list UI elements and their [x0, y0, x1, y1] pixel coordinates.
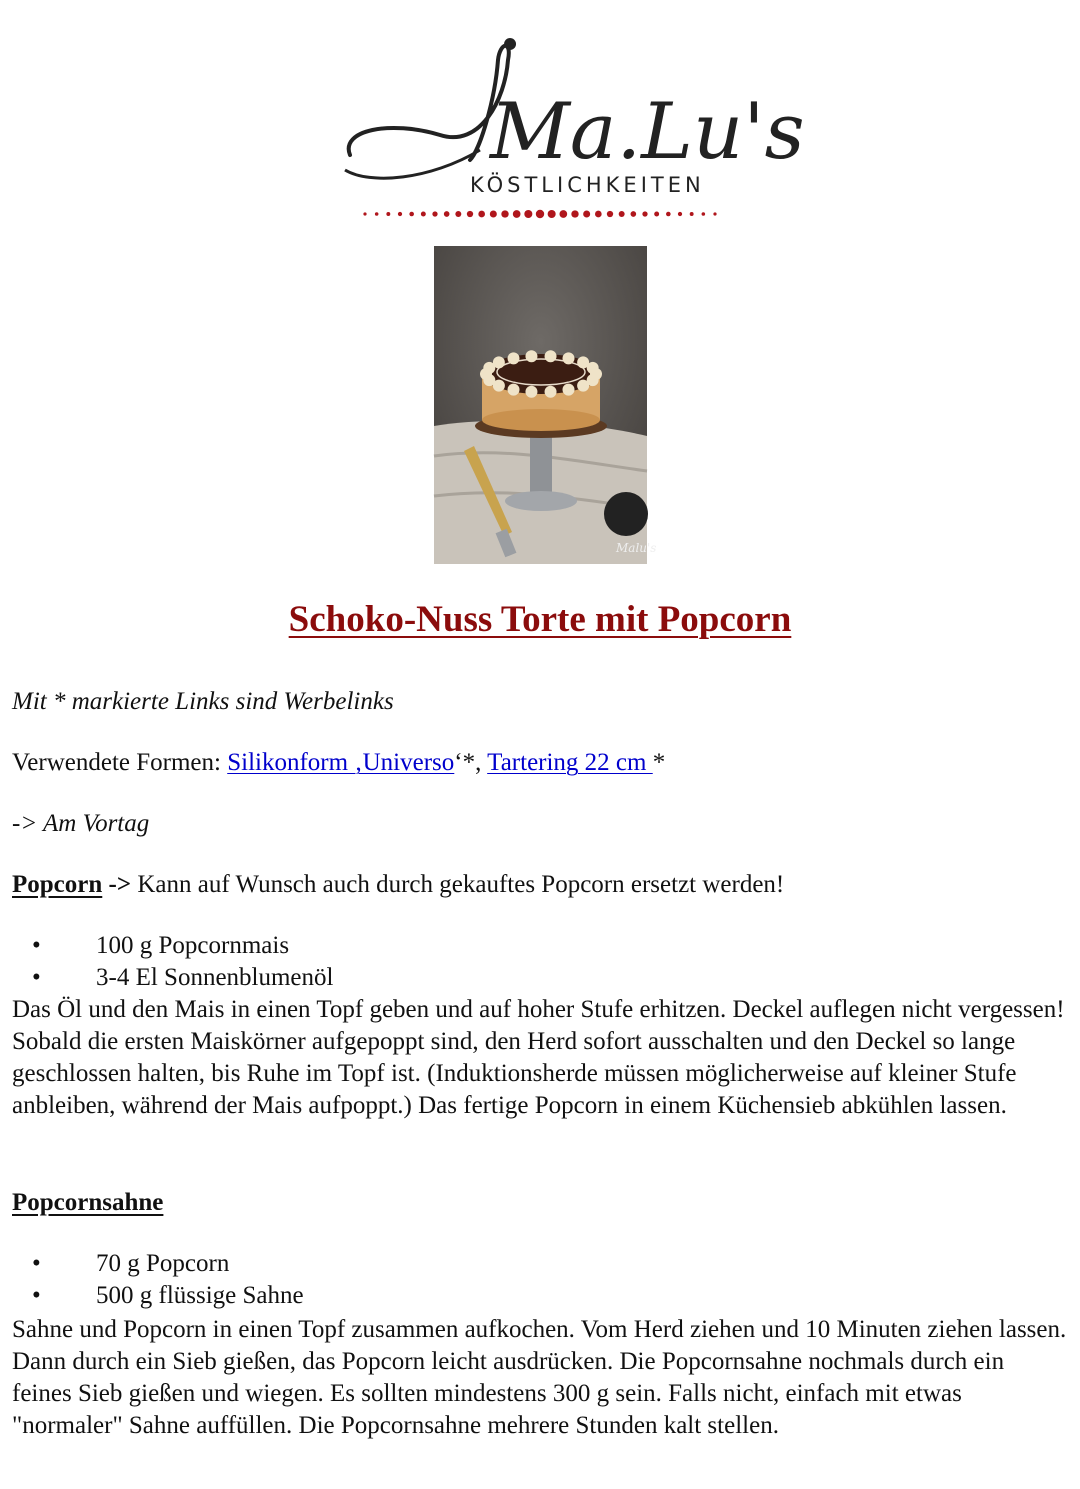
logo-dot: [513, 210, 521, 218]
popcorn-piece: [508, 352, 520, 364]
popcorn-piece: [563, 352, 575, 364]
popcorn-note: Kann auf Wunsch auch durch gekauftes Popcorn ersetzt werden!: [131, 871, 785, 898]
logo-dot: [398, 212, 402, 216]
tartering-link[interactable]: Tartering 22 cm: [487, 749, 653, 776]
logo-dot-row: [363, 210, 716, 218]
logo-dot: [595, 211, 602, 218]
popcorn-piece: [493, 356, 505, 368]
logo-dot: [607, 211, 613, 217]
popcorn-piece: [577, 380, 589, 392]
popcorn-piece: [508, 384, 520, 396]
logo-dot: [631, 211, 637, 217]
popcornsahne-instructions: Sahne und Popcorn in einen Topf zusammen aufkochen. Vom Herd ziehen und 10 Minuten ziehen lassen. Dann durch ein Sieb gießen, das Popcorn leicht ausdrücken. Die Popcornsahne nochmals durch ein feines Sieb gießen und wiegen. Es sollten mindestens 300 g sein. Falls nicht, einfach mit etwas "normaler" Sahne auffüllen. Die Popcornsahne mehrere Stunden kalt stellen.: [12, 1316, 1067, 1439]
forms-separator: ‘*,: [454, 749, 488, 776]
list-item: • 70 g Popcorn: [32, 1248, 229, 1280]
logo-dot: [654, 212, 659, 217]
logo-dot: [713, 212, 716, 215]
logo-dot: [490, 210, 497, 217]
logo-dot: [702, 212, 706, 216]
photo-watermark: Malu's: [616, 541, 657, 555]
logo-dot: [678, 212, 682, 216]
logo-dot: [642, 211, 647, 216]
logo-dot: [690, 212, 694, 216]
list-item: • 3-4 El Sonnenblumenöl: [32, 962, 333, 994]
vortag-note: -> Am Vortag: [12, 810, 150, 837]
logo-dot: [444, 211, 450, 217]
popcorn-heading-line: [12, 869, 784, 901]
affiliate-disclaimer: Mit * markierte Links sind Werbelinks: [12, 688, 394, 715]
logo-dot: [386, 212, 390, 216]
logo-dot: [583, 210, 590, 217]
logo-dot: [421, 212, 426, 217]
logo-dot: [467, 211, 473, 217]
bullet-icon: •: [32, 932, 41, 959]
logo-dot: [559, 210, 567, 218]
logo-dot: [363, 212, 366, 215]
popcorn-piece: [563, 384, 575, 396]
popcorn-arrow: ->: [102, 871, 132, 898]
bullet-icon: •: [32, 1282, 41, 1309]
popcorn-piece: [545, 386, 557, 398]
logo-dot: [375, 212, 379, 216]
cake-photo: [434, 246, 657, 564]
forms-label: Verwendete Formen:: [12, 749, 228, 776]
brand-logo: [330, 40, 805, 225]
bullet-icon: •: [32, 1250, 41, 1277]
logo-dot: [548, 210, 556, 218]
logo-dot: [666, 212, 671, 217]
page-title: Schoko-Nuss Torte mit Popcorn: [288, 599, 792, 640]
forms-tail: *: [652, 749, 666, 776]
popcorn-heading: Popcorn: [12, 871, 103, 898]
popcorn-piece: [587, 362, 599, 374]
popcorn-instructions: Das Öl und den Mais in einen Topf geben und auf hoher Stufe erhitzen. Deckel auflegen nicht vergessen! Sobald die ersten Maiskörner aufgepoppt sind, den Herd sofort ausschalten und den Deckel so lange geschlossen halten, bis Ruhe im Topf ist. (Induktionsherde müssen möglicherweise auf kleiner Stufe anbleiben, während der Mais aufpoppt.) Das fertige Popcorn in einem Küchensieb abkühlen lassen.: [12, 996, 1065, 1119]
popcorn-piece: [525, 386, 537, 398]
bullet-icon: •: [32, 964, 41, 991]
logo-dot: [571, 210, 578, 217]
logo-dot: [619, 211, 625, 217]
logo-dot: [524, 210, 532, 218]
list-item: • 500 g flüssige Sahne: [32, 1280, 304, 1312]
logo-dot: [478, 211, 485, 218]
popcorn-piece: [545, 350, 557, 362]
logo-script-text: Ma.Lu's: [490, 87, 805, 177]
popcornsahne-heading: Popcornsahne: [12, 1189, 164, 1216]
forms-line: [12, 747, 665, 779]
list-item: • 100 g Popcornmais: [32, 930, 289, 962]
logo-dot: [455, 211, 461, 217]
logo-dot: [501, 210, 508, 217]
logo-dot: [409, 212, 414, 217]
popcorn-piece: [525, 350, 537, 362]
popcornsahne-heading-line: [12, 1187, 163, 1219]
logo-dot: [432, 211, 437, 216]
logo-subtitle: KÖSTLICHKEITEN: [470, 173, 705, 197]
silikonform-link[interactable]: Silikonform ‚Universo: [227, 749, 455, 776]
logo-dot: [536, 210, 544, 218]
